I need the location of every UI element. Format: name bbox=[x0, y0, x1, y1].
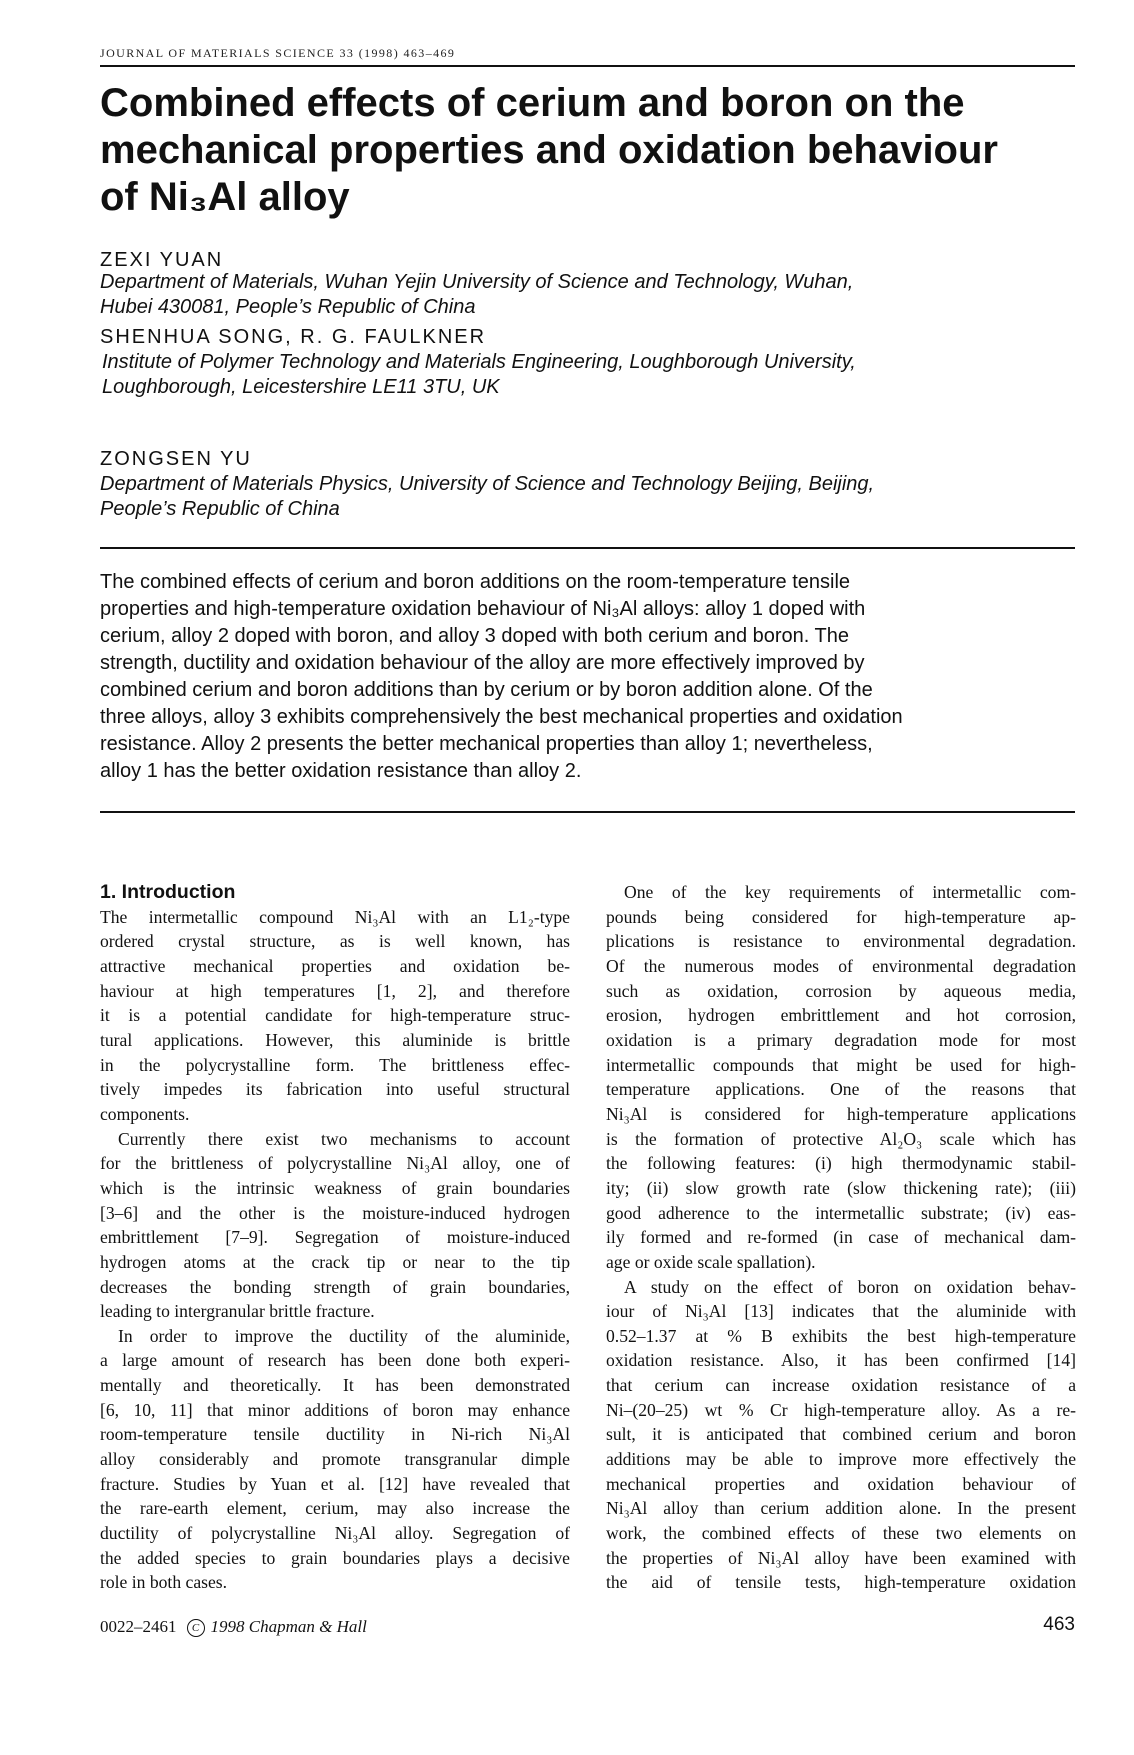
author-affiliation bbox=[100, 270, 1075, 320]
right-column bbox=[606, 880, 1076, 1595]
left-column bbox=[100, 880, 570, 1595]
text-line: sult, it is anticipated that combined cerium and boron bbox=[606, 1424, 1076, 1445]
title-line: of Ni₃Al alloy bbox=[100, 175, 350, 219]
text-line: additions may be able to improve more effectively the bbox=[606, 1449, 1076, 1470]
abstract-line: resistance. Alloy 2 presents the better mechanical properties than alloy 1; nevertheless, bbox=[100, 733, 873, 755]
title-line: Combined effects of cerium and boron on the bbox=[100, 81, 965, 125]
text-line: oxidation resistance. Also, it has been confirmed [14] bbox=[606, 1350, 1076, 1371]
author-name: SHENHUA SONG, R. G. FAULKNER bbox=[100, 326, 487, 348]
text-line: mechanical properties and oxidation behaviour of bbox=[606, 1473, 1076, 1494]
text-line: A study on the effect of boron on oxidation behav- bbox=[624, 1276, 1076, 1297]
text-line: hydrogen atoms at the crack tip or near to the tip bbox=[100, 1251, 570, 1272]
author-affiliation bbox=[100, 472, 1075, 522]
text-line: ordered crystal structure, as is well known, has bbox=[100, 931, 570, 952]
text-line: leading to intergranular brittle fracture. bbox=[100, 1301, 375, 1322]
text-line: tural applications. However, this aluminide is brittle bbox=[100, 1029, 570, 1050]
text-line: plications is resistance to environmental degradation. bbox=[606, 931, 1076, 952]
text-line: Ni₃Al alloy than cerium addition alone. In the present bbox=[606, 1498, 1076, 1519]
text-line: attractive mechanical properties and oxidation be- bbox=[100, 955, 570, 976]
footer-citation bbox=[100, 1617, 367, 1637]
text-line: mentally and theoretically. It has been demonstrated bbox=[100, 1375, 570, 1396]
text-line: is the formation of protective Al₂O₃ scale which has bbox=[606, 1128, 1076, 1149]
text-line: ily formed and re-formed (in case of mechanical dam- bbox=[606, 1227, 1076, 1248]
abstract-rule-bottom bbox=[100, 811, 1075, 813]
text-line: good adherence to the intermetallic substrate; (iv) eas- bbox=[606, 1202, 1076, 1223]
text-line: work, the combined effects of these two elements on bbox=[606, 1523, 1076, 1544]
text-line: alloy considerably and promote transgranular dimple bbox=[100, 1449, 570, 1470]
text-line: the rare-earth element, cerium, may also increase the bbox=[100, 1498, 570, 1519]
affiliation-line: Loughborough, Leicestershire LE11 3TU, UK bbox=[102, 376, 500, 398]
text-line: haviour at high temperatures [1, 2], and therefore bbox=[100, 980, 570, 1001]
text-line: it is a potential candidate for high-temperature struc- bbox=[100, 1005, 570, 1026]
author-name: ZONGSEN YU bbox=[100, 448, 252, 470]
header-rule bbox=[100, 65, 1075, 67]
text-line: the following features: (i) high thermodynamic stabil- bbox=[606, 1153, 1076, 1174]
abstract-line: The combined effects of cerium and boron additions on the room-temperature tensile bbox=[100, 571, 851, 593]
text-line: such as oxidation, corrosion by aqueous media, bbox=[606, 980, 1076, 1001]
issn: 0022–2461 bbox=[100, 1617, 177, 1636]
text-line: the added species to grain boundaries plays a decisive bbox=[100, 1547, 570, 1568]
page-number: 463 bbox=[1043, 1614, 1075, 1635]
text-line: [3–6] and the other is the moisture-induced hydrogen bbox=[100, 1202, 570, 1223]
text-line: a large amount of research has been done both experi- bbox=[100, 1350, 570, 1371]
article-title bbox=[100, 80, 1075, 221]
text-line: Currently there exist two mechanisms to account bbox=[118, 1128, 570, 1149]
text-line: the properties of Ni₃Al alloy have been examined with bbox=[606, 1547, 1076, 1568]
text-line: ity; (ii) slow growth rate (slow thickening rate); (iii) bbox=[606, 1177, 1076, 1198]
text-line: ductility of polycrystalline Ni₃Al alloy. Segregation of bbox=[100, 1523, 570, 1544]
text-line: Ni₃Al is considered for high-temperature applications bbox=[606, 1103, 1076, 1124]
affiliation-line: Department of Materials, Wuhan Yejin University of Science and Technology, Wuhan, bbox=[100, 271, 854, 293]
affiliation-line: Department of Materials Physics, University of Science and Technology Beijing, Beijing, bbox=[100, 473, 875, 495]
affiliation-line: People’s Republic of China bbox=[100, 498, 340, 520]
text-line: Ni–(20–25) wt % Cr high-temperature alloy. As a re- bbox=[606, 1399, 1076, 1420]
text-line: pounds being considered for high-temperature ap- bbox=[606, 906, 1076, 927]
title-line: mechanical properties and oxidation behaviour bbox=[100, 128, 998, 172]
publisher: 1998 Chapman & Hall bbox=[210, 1617, 367, 1636]
copyright-icon: C bbox=[187, 1619, 205, 1637]
text-line: the aid of tensile tests, high-temperature oxidation bbox=[606, 1572, 1076, 1593]
text-line: in the polycrystalline form. The brittleness effec- bbox=[100, 1054, 570, 1075]
section-heading: 1. Introduction bbox=[100, 881, 236, 903]
text-line: decreases the bonding strength of grain boundaries, bbox=[100, 1276, 570, 1297]
text-line: temperature applications. One of the reasons that bbox=[606, 1079, 1076, 1100]
text-line: [6, 10, 11] that minor additions of boron may enhance bbox=[100, 1399, 570, 1420]
text-line: oxidation is a primary degradation mode for most bbox=[606, 1029, 1076, 1050]
author-affiliation bbox=[102, 350, 1077, 400]
abstract-line: cerium, alloy 2 doped with boron, and alloy 3 doped with both cerium and boron. The bbox=[100, 625, 849, 647]
text-line: age or oxide scale spallation). bbox=[606, 1251, 816, 1272]
text-line: In order to improve the ductility of the aluminide, bbox=[118, 1325, 570, 1346]
text-line: erosion, hydrogen embrittlement and hot corrosion, bbox=[606, 1005, 1076, 1026]
text-line: tively impedes its fabrication into useful structural bbox=[100, 1079, 570, 1100]
affiliation-line: Hubei 430081, People’s Republic of China bbox=[100, 296, 476, 318]
text-line: room-temperature tensile ductility in Ni-rich Ni₃Al bbox=[100, 1424, 570, 1445]
text-line: components. bbox=[100, 1103, 190, 1124]
abstract-line: alloy 1 has the better oxidation resistance than alloy 2. bbox=[100, 760, 582, 782]
abstract bbox=[100, 569, 1075, 785]
abstract-line: three alloys, alloy 3 exhibits comprehensively the best mechanical properties and oxidation bbox=[100, 706, 903, 728]
text-line: for the brittleness of polycrystalline Ni₃Al alloy, one of bbox=[100, 1153, 570, 1174]
text-line: role in both cases. bbox=[100, 1572, 228, 1593]
text-line: One of the key requirements of intermetallic com- bbox=[624, 882, 1076, 902]
text-line: embrittlement [7–9]. Segregation of moisture-induced bbox=[100, 1227, 570, 1248]
abstract-line: combined cerium and boron additions than by cerium or by boron addition alone. Of the bbox=[100, 679, 873, 701]
text-line: 0.52–1.37 at % B exhibits the best high-temperature bbox=[606, 1325, 1076, 1346]
abstract-rule-top bbox=[100, 547, 1075, 549]
abstract-line: strength, ductility and oxidation behaviour of the alloy are more effectively improved by bbox=[100, 652, 865, 674]
text-line: iour of Ni₃Al [13] indicates that the aluminide with bbox=[606, 1301, 1076, 1322]
journal-header: JOURNAL OF MATERIALS SCIENCE 33 (1998) 463–469 bbox=[100, 46, 456, 60]
text-line: intermetallic compounds that might be used for high- bbox=[606, 1054, 1076, 1075]
author-name: ZEXI YUAN bbox=[100, 249, 224, 271]
text-line: fracture. Studies by Yuan et al. [12] have revealed that bbox=[100, 1473, 570, 1494]
text-line: Of the numerous modes of environmental degradation bbox=[606, 955, 1076, 976]
abstract-line: properties and high-temperature oxidation behaviour of Ni₃Al alloys: alloy 1 doped with bbox=[100, 598, 866, 620]
text-line: The intermetallic compound Ni₃Al with an L1₂-type bbox=[100, 906, 570, 927]
text-line: which is the intrinsic weakness of grain boundaries bbox=[100, 1177, 570, 1198]
affiliation-line: Institute of Polymer Technology and Materials Engineering, Loughborough University, bbox=[102, 351, 856, 373]
text-line: that cerium can increase oxidation resistance of a bbox=[606, 1375, 1076, 1396]
